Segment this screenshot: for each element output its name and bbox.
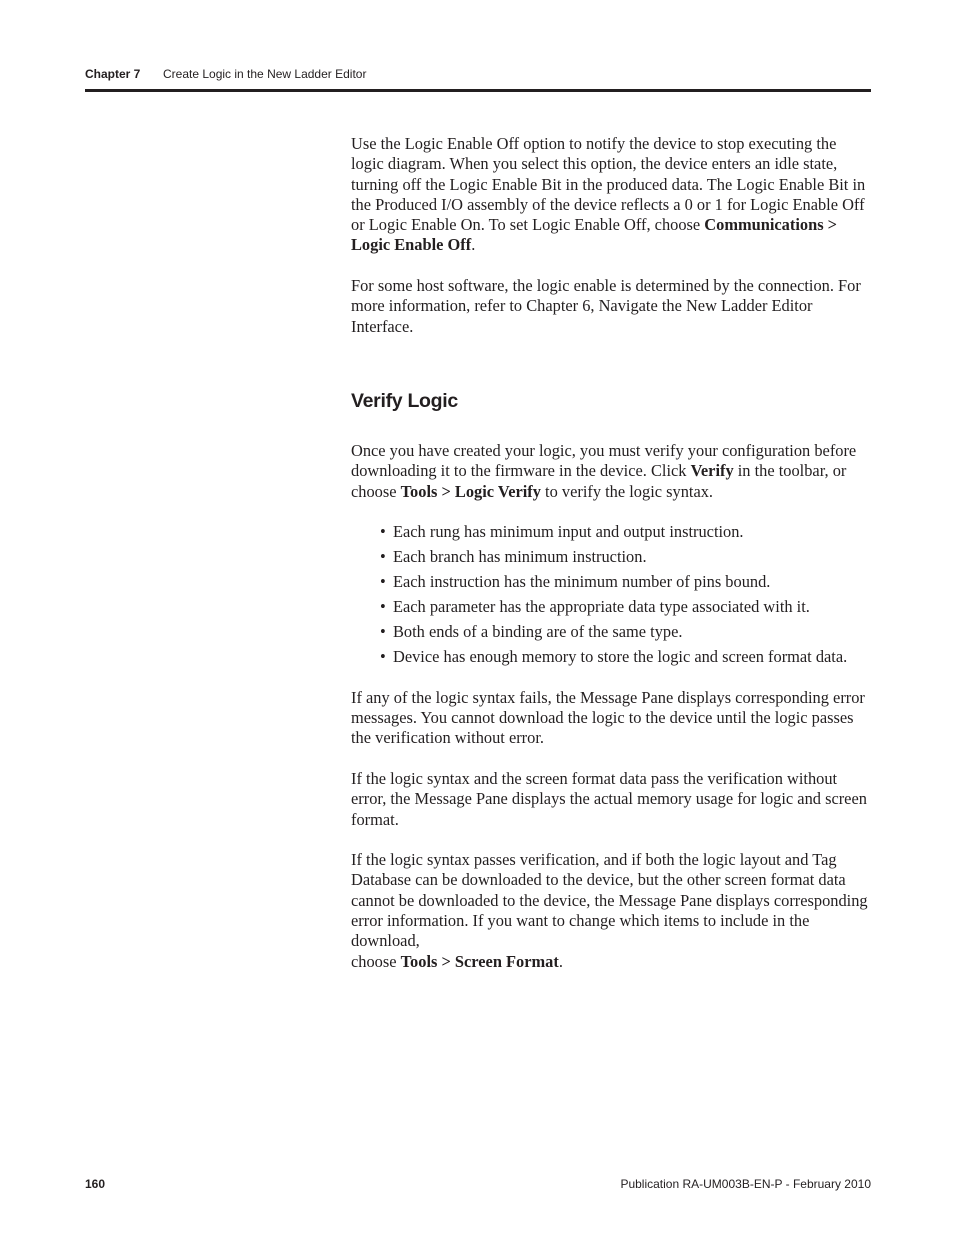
list-item	[380, 596, 873, 617]
paragraph-text: Use the Logic Enable Off option to notify the device to stop executing the logic diagram. When you select this option, the device enters an idle state, turning off the Logic Enable Bit in the produced data. The Logic Enable Bit in the Produced I/O assembly of the device reflects a 0 or 1 for Logic Enable Off or Logic Enable On. To set Logic Enable Off, choose	[351, 134, 866, 235]
list-item	[380, 646, 873, 667]
list-item-text: Each rung has minimum input and output instruction.	[393, 521, 744, 541]
paragraph-text: in the toolbar, or choose	[351, 461, 847, 501]
running-header	[85, 66, 871, 82]
publication-info: Publication RA-UM003B-EN-P - February 2010	[620, 1177, 871, 1191]
bullet-icon: •	[380, 646, 386, 666]
list-item-text: Device has enough memory to store the logic and screen format data.	[393, 646, 848, 666]
syntax-passes-paragraph: If the logic syntax and the screen format data pass the verification without error, the Message Pane displays the actual memory usage for logic and screen format.	[351, 768, 867, 829]
syntax-fails-paragraph: If any of the logic syntax fails, the Message Pane displays corresponding error messages. You cannot download the logic to the device until the logic passes the verification without error.	[351, 687, 865, 748]
bullet-icon: •	[380, 521, 386, 541]
list-item-text: Each parameter has the appropriate data type associated with it.	[393, 596, 810, 616]
verify-command: Verify	[690, 461, 734, 481]
screen-format-paragraph	[351, 850, 873, 972]
bullet-icon: •	[380, 596, 386, 616]
paragraph-text: choose	[351, 951, 401, 971]
bullet-icon: •	[380, 546, 386, 566]
list-item	[380, 521, 873, 542]
list-item	[380, 571, 873, 592]
menu-path-logic-verify: Tools > Logic Verify	[400, 481, 541, 501]
verification-checklist	[351, 522, 873, 667]
menu-path-screen-format: Tools > Screen Format	[400, 951, 559, 971]
paragraph-text: If the logic syntax passes verification, and if both the logic layout and Tag Database can be downloaded to the device, but the other screen format data cannot be downloaded to the device, the Message Pane displays corresponding error information. If you want to change which items to include in the download,	[351, 850, 868, 951]
list-item	[380, 546, 873, 567]
section-heading-verify-logic: Verify Logic	[351, 389, 458, 412]
verify-intro-paragraph	[351, 441, 873, 502]
menu-path-logic-enable-off: Communications > Logic Enable Off	[351, 215, 838, 255]
punctuation: .	[558, 951, 563, 971]
paragraph-text: to verify the logic syntax.	[540, 481, 714, 501]
list-item	[380, 621, 873, 642]
page-body	[351, 134, 873, 972]
logic-enable-off-paragraph	[351, 134, 873, 256]
chapter-label: Chapter 7	[85, 67, 141, 81]
chapter-title: Create Logic in the New Ladder Editor	[163, 67, 367, 81]
paragraph-text: Once you have created your logic, you must verify your configuration before downloading it to the firmware in the device. Click	[351, 440, 857, 481]
bullet-icon: •	[380, 621, 386, 641]
list-item-text: Each instruction has the minimum number of pins bound.	[393, 571, 771, 591]
bullet-icon: •	[380, 571, 386, 591]
header-rule	[85, 89, 871, 92]
punctuation: .	[471, 235, 476, 255]
host-software-paragraph: For some host software, the logic enable is determined by the connection. For more information, refer to Chapter 6, Navigate the New Ladder Editor Interface.	[351, 276, 861, 336]
page-number: 160	[85, 1177, 106, 1191]
list-item-text: Both ends of a binding are of the same type.	[393, 621, 683, 641]
list-item-text: Each branch has minimum instruction.	[393, 546, 647, 566]
